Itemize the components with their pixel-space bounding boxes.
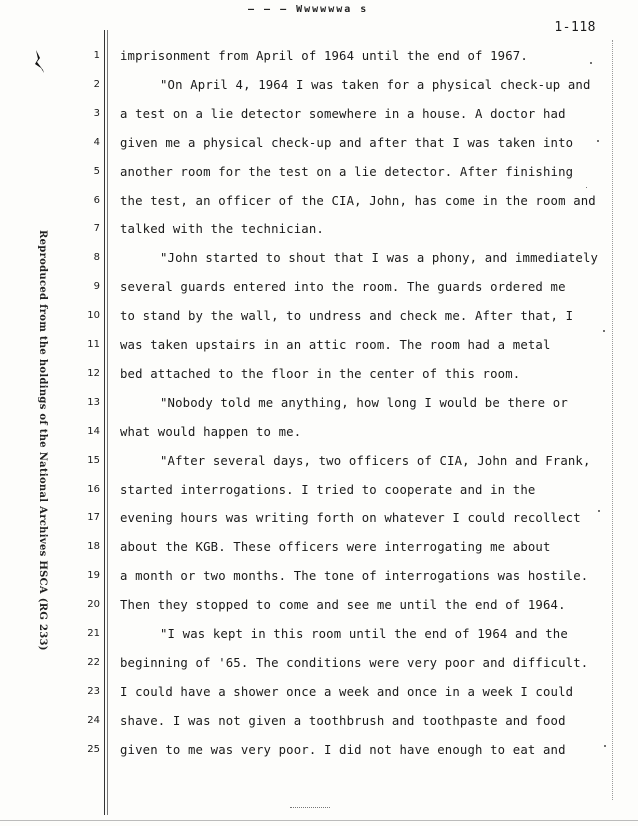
line-number: 3 [93,107,100,119]
scan-speck [604,745,606,747]
text-line: "After several days, two officers of CIA, John and Frank, [160,453,591,468]
line-number: 20 [87,599,100,611]
line-number: 14 [87,425,100,437]
text-line: imprisonment from April of 1964 until the end of 1967. [120,49,528,63]
line-number: 23 [87,685,100,697]
text-line: bed attached to the floor in the center of this room. [120,366,521,381]
line-number: 11 [87,339,100,350]
text-line: I could have a shower once a week and once in a week I could [120,684,574,699]
line-number: 8 [93,252,100,264]
line-number: 15 [87,454,100,466]
line-number: 17 [87,512,100,524]
line-number: 7 [93,223,100,235]
footer-mark [290,807,330,809]
line-number: 9 [93,281,100,293]
line-number: 6 [93,194,100,206]
line-number: 16 [87,483,100,495]
text-line: the test, an officer of the CIA, John, has come in the room and [120,193,596,208]
text-line: beginning of '65. The conditions were very poor and difficult. [120,655,589,670]
line-number: 25 [87,743,100,755]
page-number: 1-118 [554,20,596,35]
line-number: 1 [93,50,100,61]
text-line: to stand by the wall, to undress and check me. After that, I [120,309,574,324]
line-number: 19 [87,570,100,582]
header-smudge: — — — Wwwwwwa s [248,4,369,15]
text-line: "On April 4, 1964 I was taken for a physical check-up and [160,77,591,92]
scan-speck [590,62,592,64]
margin-rule [104,30,105,815]
line-number: 5 [93,165,100,177]
line-number: 18 [87,541,100,553]
text-line: "I was kept in this room until the end of 1964 and the [160,627,568,641]
text-line: "John started to shout that I was a phony, and immediately [160,251,599,266]
text-line: another room for the test on a lie detector. After finishing [120,164,574,179]
text-line: a test on a lie detector somewhere in a house. A doctor had [120,106,566,121]
line-number: 2 [93,78,100,90]
text-line: was taken upstairs in an attic room. The room had a metal [120,338,551,352]
text-line: talked with the technician. [120,222,324,237]
binder-clip-mark [34,48,46,74]
scan-speck [598,510,600,512]
scan-speck [586,187,587,188]
line-number: 12 [87,367,100,379]
scan-speck [597,140,599,142]
line-number: 10 [87,310,100,322]
line-number: 4 [93,136,100,148]
right-edge-rule [612,40,615,800]
scan-speck [603,330,605,332]
text-line: given to me was very poor. I did not have enough to eat and [120,742,566,757]
archive-side-caption: Reproduced from the holdings of the National Archives HSCA (RG 233) [37,230,48,651]
text-line: about the KGB. These officers were interrogating me about [120,540,551,555]
text-line: "Nobody told me anything, how long I would be there or [160,395,568,410]
text-line: what would happen to me. [120,424,302,439]
text-line: given me a physical check-up and after that I was taken into [120,135,574,150]
line-number: 13 [87,396,100,408]
text-line: shave. I was not given a toothbrush and toothpaste and food [120,713,566,728]
footer-rule [0,820,638,821]
margin-rule-inner [107,30,108,815]
text-line: started interrogations. I tried to cooperate and in the [120,482,536,497]
text-line: evening hours was writing forth on whatever I could recollect [120,511,581,526]
line-number: 22 [87,656,100,668]
text-line: a month or two months. The tone of interrogations was hostile. [120,569,589,584]
text-line: Then they stopped to come and see me until the end of 1964. [120,598,566,613]
line-number: 24 [87,714,100,726]
text-line: several guards entered into the room. The guards ordered me [120,280,566,295]
line-number: 21 [87,628,100,639]
